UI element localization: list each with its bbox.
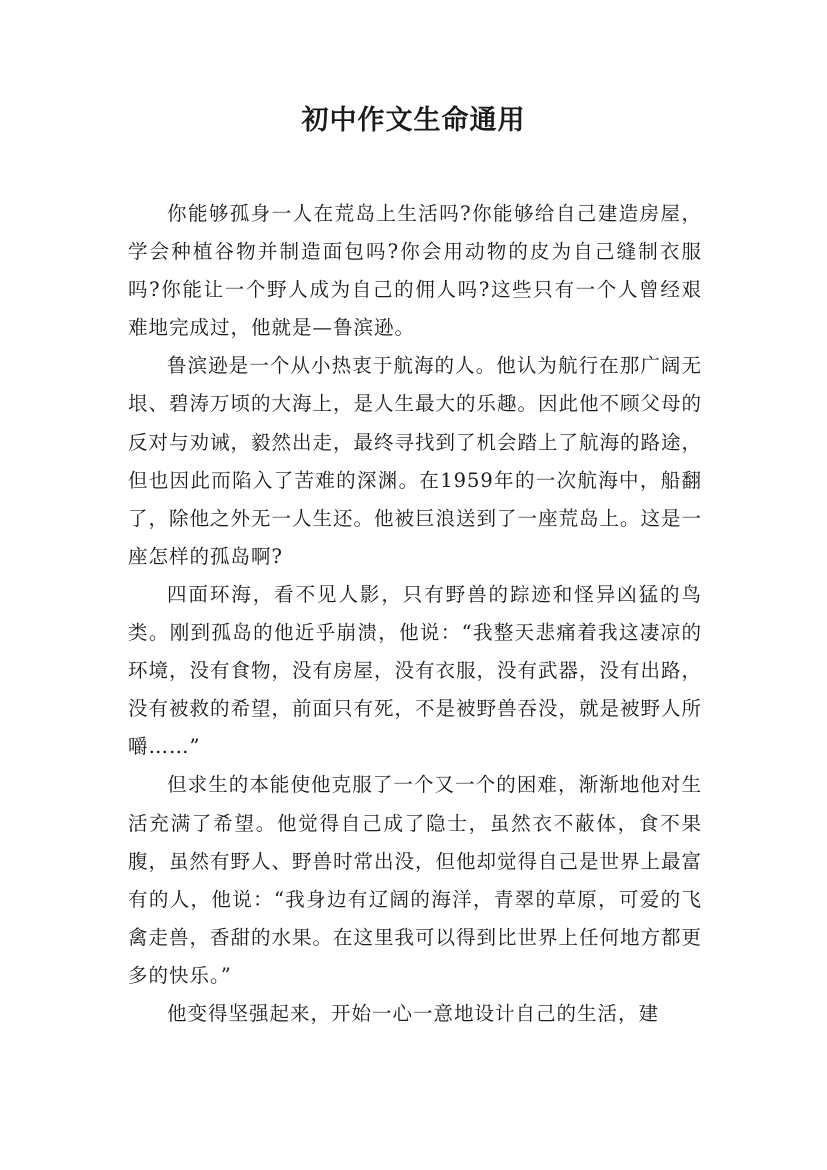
paragraph: 四面环海，看不见人影，只有野兽的踪迹和怪异凶猛的鸟类。刚到孤岛的他近乎崩溃，他说：“我整天悲痛着我这凄凉的环境，没有食物，没有房屋，没有衣服，没有武器，没有出路，没有被救的希望，前面只有死，不是被野兽吞没，就是被野人所嚼……” [128,582,703,759]
paragraph: 他变得坚强起来，开始一心一意地设计自己的生活，建 [167,1001,660,1025]
article-body [128,195,702,1033]
paragraph: 但求生的本能使他克服了一个又一个的困难，渐渐地他对生活充满了希望。他觉得自己成了隐士，虽然衣不蔽体，食不果腹，虽然有野人、野兽时常出没，但他却觉得自己是世界上最富有的人，他说：“我身边有辽阔的海洋，青翠的草原，可爱的飞禽走兽，香甜的水果。在这里我可以得到比世界上任何地方都更多的快乐。” [128,773,703,987]
page-title: 初中作文生命通用 [301,105,526,136]
paragraph: 鲁滨逊是一个从小热衷于航海的人。他认为航行在那广阔无垠、碧涛万顷的大海上，是人生最大的乐趣。因此他不顾父母的反对与劝诫，毅然出走，最终寻找到了机会踏上了航海的路途，但也因此而陷入了苦难的深渊。在1959年的一次航海中，船翻了，除他之外无一人生还。他被巨浪送到了一座荒岛上。这是一座怎样的孤岛啊? [128,354,703,568]
paragraph: 你能够孤身一人在荒岛上生活吗?你能够给自己建造房屋，学会种植谷物并制造面包吗?你会用动物的皮为自己缝制衣服吗?你能让一个野人成为自己的佣人吗?这些只有一个人曾经艰难地完成过，他就是—鲁滨逊。 [128,202,702,340]
